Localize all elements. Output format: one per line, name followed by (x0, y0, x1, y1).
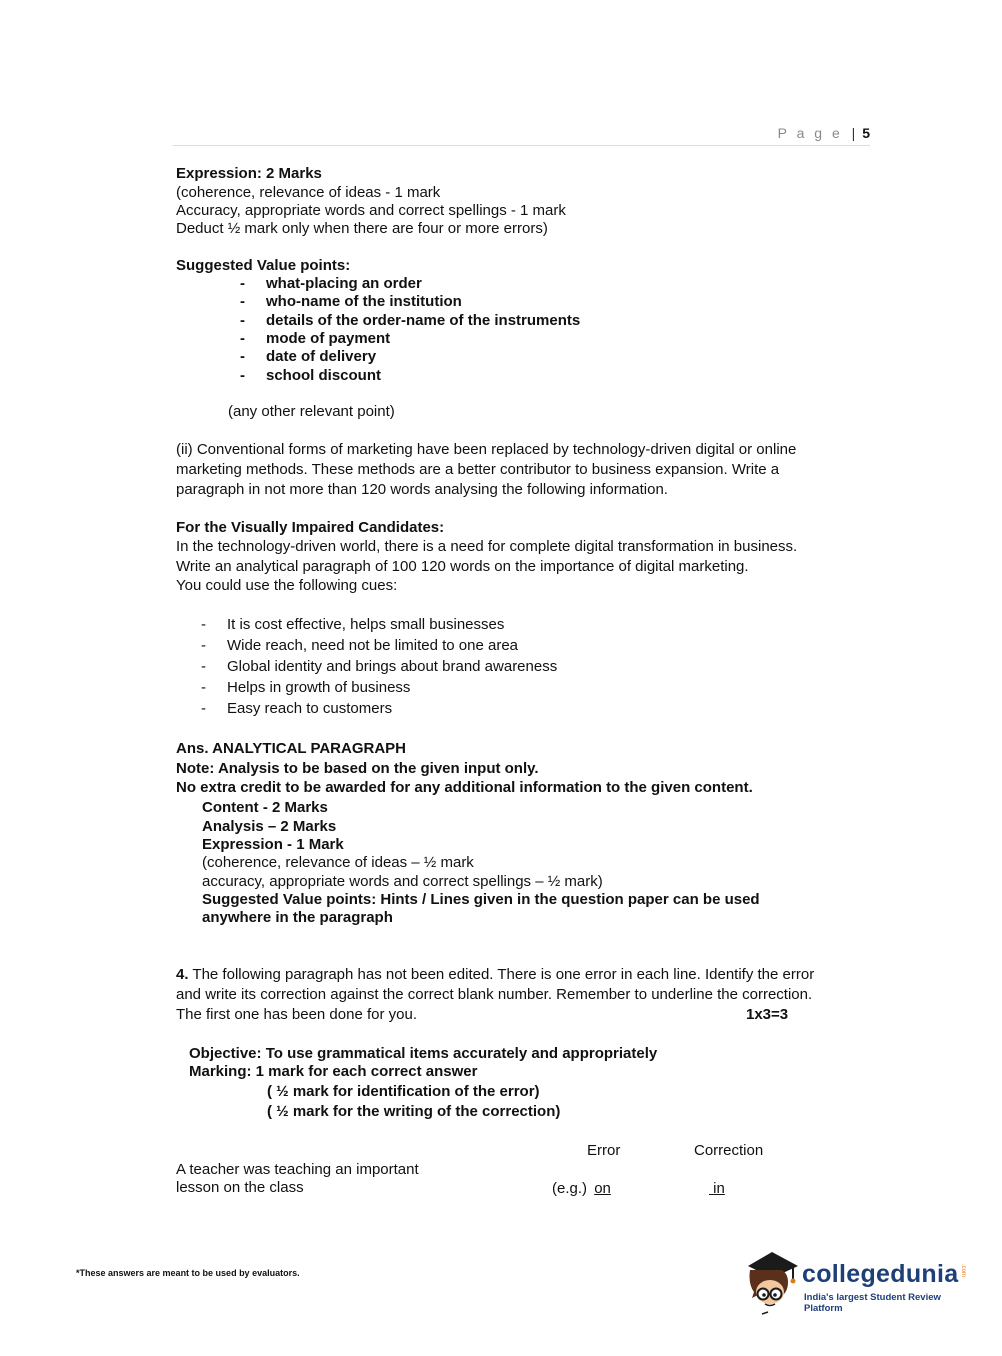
visually-impaired-line: In the technology-driven world, there is a need for complete digital transformation in business. (176, 538, 798, 555)
question4-marking: Marking: 1 mark for each correct answer (189, 1063, 478, 1080)
cue-item: - Easy reach to customers (201, 700, 393, 717)
cue-item: - Wide reach, need not be limited to one area (201, 637, 519, 654)
list-item: - school discount (240, 367, 382, 384)
question-ii-line: marketing methods. These methods are a better contributor to business expansion. Write a (176, 461, 780, 478)
question4-marking-sub: ( ½ mark for the writing of the correction) (267, 1103, 561, 1120)
question4-line: 4. The following paragraph has not been edited. There is one error in each line. Identify the error (176, 966, 815, 983)
visually-impaired-line: Write an analytical paragraph of 100 120 words on the importance of digital marketing. (176, 558, 749, 575)
example-line: A teacher was teaching an important (176, 1161, 419, 1178)
example-error: (e.g.) on (552, 1180, 611, 1197)
example-line: lesson on the class (176, 1179, 304, 1196)
list-item: - date of delivery (240, 348, 377, 365)
answer-suggested: anywhere in the paragraph (202, 909, 393, 926)
question4-line: and write its correction against the correct blank number. Remember to underline the correction. (176, 986, 813, 1003)
brand-tagline: India's largest Student Review Platform (804, 1292, 941, 1314)
student-mascot-icon (742, 1248, 802, 1318)
answer-title: Ans. ANALYTICAL PARAGRAPH (176, 740, 407, 757)
answer-suggested: Suggested Value points: Hints / Lines given in the question paper can be used (202, 891, 760, 908)
answer-accuracy: accuracy, appropriate words and correct spellings – ½ mark) (202, 873, 603, 890)
question4-marks: 1x3=3 (746, 1006, 789, 1023)
expression-line: (coherence, relevance of ideas - 1 mark (176, 184, 441, 201)
question4-marking-sub: ( ½ mark for identification of the error) (267, 1083, 540, 1100)
list-item: - who-name of the institution (240, 293, 462, 310)
brand-name: collegedunia (802, 1260, 959, 1288)
page-separator: | (851, 125, 856, 141)
question4-line: The first one has been done for you. (176, 1006, 417, 1023)
answer-expression: Expression - 1 Mark (202, 836, 344, 853)
list-item: - what-placing an order (240, 275, 422, 292)
answer-note: No extra credit to be awarded for any additional information to the given content. (176, 779, 753, 796)
header-rule (173, 145, 870, 146)
question-ii-line: (ii) Conventional forms of marketing have been replaced by technology-driven digital or online (176, 441, 797, 458)
cue-item: - Global identity and brings about brand awareness (201, 658, 558, 675)
visually-impaired-line: You could use the following cues: (176, 577, 398, 594)
page-label: P a g e (777, 125, 843, 141)
question4-objective: Objective: To use grammatical items accurately and appropriately (189, 1045, 658, 1062)
list-item: - details of the order-name of the instruments (240, 312, 581, 329)
expression-title: Expression: 2 Marks (176, 165, 322, 182)
answer-analysis: Analysis – 2 Marks (202, 818, 337, 835)
cue-item: - Helps in growth of business (201, 679, 411, 696)
expression-line: Accuracy, appropriate words and correct spellings - 1 mark (176, 202, 566, 219)
column-header-error: Error (587, 1142, 621, 1159)
column-header-correction: Correction (694, 1142, 764, 1159)
cue-item: - It is cost effective, helps small businesses (201, 616, 505, 633)
question-ii-line: paragraph in not more than 120 words analysing the following information. (176, 481, 668, 498)
answer-note: Note: Analysis to be based on the given input only. (176, 760, 539, 777)
page-header (778, 125, 870, 141)
page-number: 5 (862, 125, 870, 141)
example-correction: in (713, 1180, 725, 1197)
answer-content: Content - 2 Marks (202, 799, 328, 816)
answer-coherence: (coherence, relevance of ideas – ½ mark (202, 854, 474, 871)
list-item: - mode of payment (240, 330, 391, 347)
expression-line: Deduct ½ mark only when there are four or more errors) (176, 220, 548, 237)
value-points-title: Suggested Value points: (176, 257, 351, 274)
visually-impaired-title: For the Visually Impaired Candidates: (176, 519, 445, 536)
collegedunia-logo (742, 1248, 972, 1320)
value-points-note: (any other relevant point) (228, 403, 395, 420)
footer-note: *These answers are meant to be used by evaluators. (76, 1268, 300, 1278)
brand-suffix: .com (960, 1264, 966, 1278)
